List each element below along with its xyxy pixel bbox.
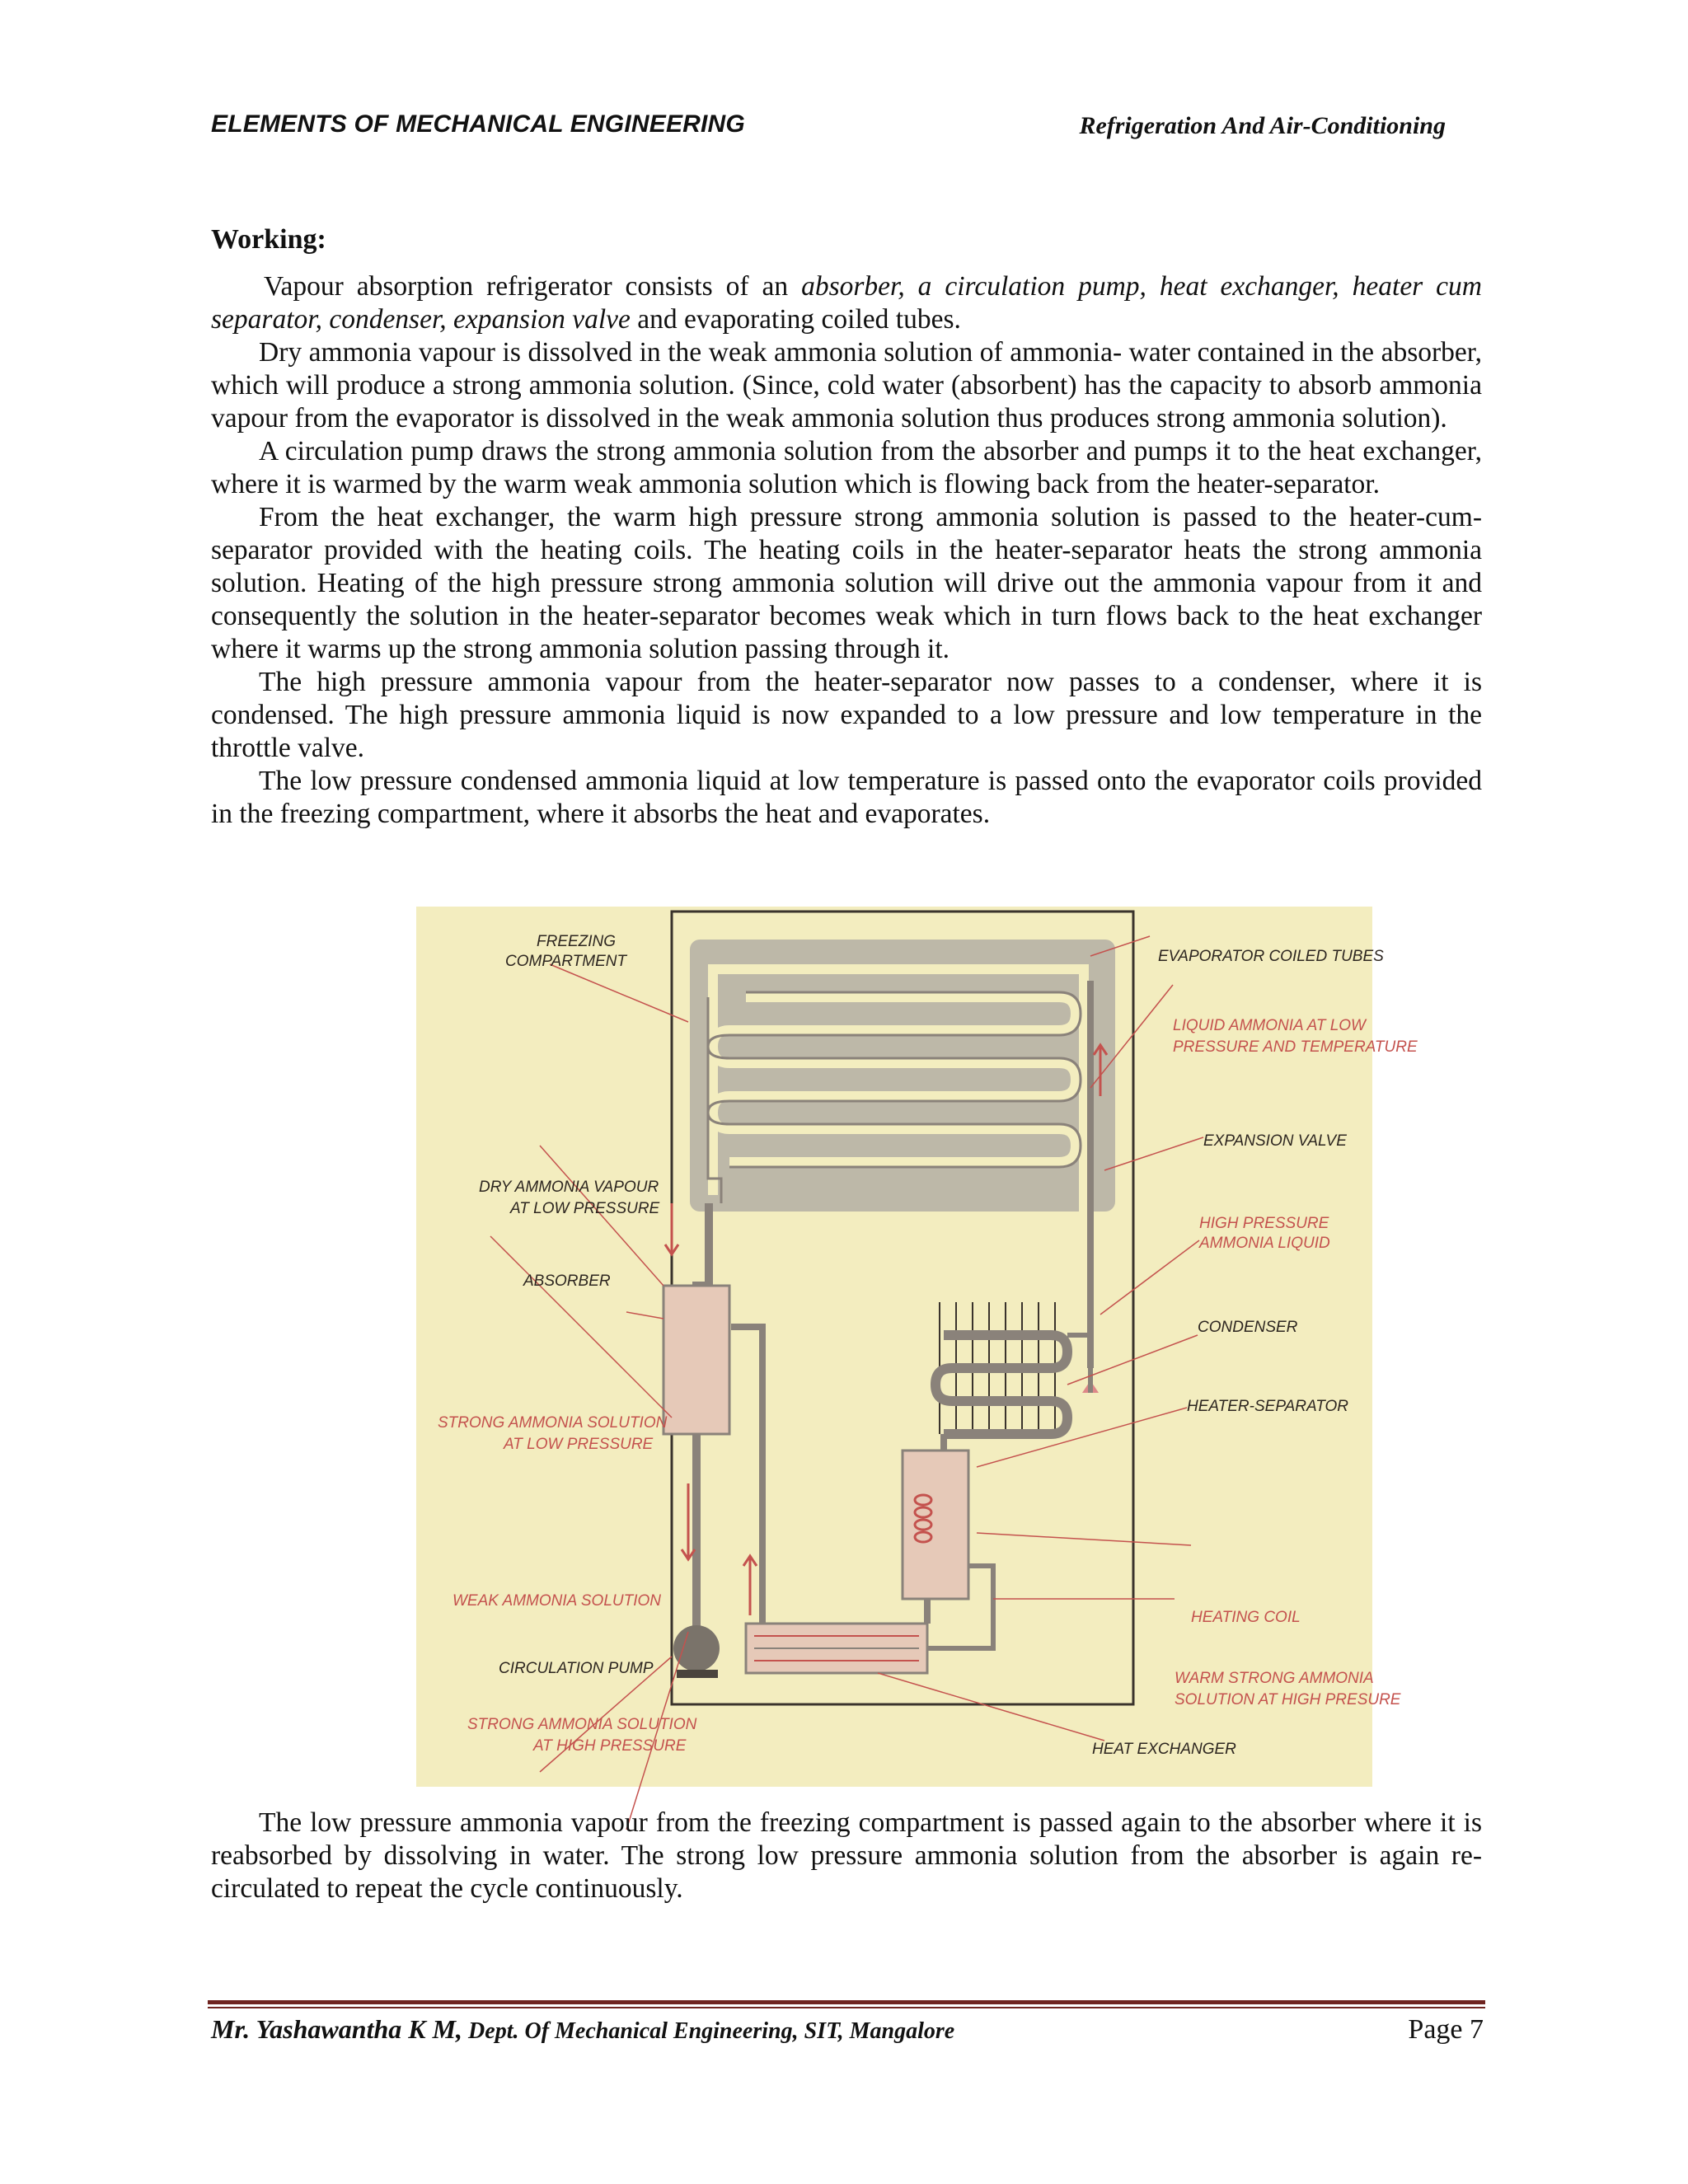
label-expansion-valve: EXPANSION VALVE: [1203, 1132, 1347, 1150]
label-dry-vapour-1: DRY AMMONIA VAPOUR: [479, 1179, 659, 1196]
refrigerator-diagram: [416, 907, 1418, 1787]
pump-base: [677, 1670, 718, 1678]
circulation-pump: [673, 1625, 720, 1671]
running-header-left: ELEMENTS OF MECHANICAL ENGINEERING: [211, 110, 745, 138]
absorber-tank: [663, 1286, 729, 1434]
paragraph-italic-text: absorber, a circulation pump, heat exchanger, heater cum separator, condenser, expansion valve: [211, 271, 1482, 335]
author-name: Mr. Yashawantha K M,: [211, 2014, 463, 2044]
section-heading: Working:: [211, 224, 326, 255]
body-text: [211, 270, 1482, 831]
paragraph-heater: From the heat exchanger, the warm high pressure strong ammonia solution is passed to the heater-cum-separator provided with the heating coils. The heating coils in the heater-separator heats the strong ammonia solution. Heating of the high pressure strong ammonia solution will drive out the ammonia vapour from it and consequently the solution in the heater-separator becomes weak which in turn flows back to the heat exchanger where it warms up the strong ammonia solution passing through it.: [211, 502, 1482, 664]
paragraph-text: and evaporating coiled tubes.: [630, 304, 961, 335]
label-warm-1: WARM STRONG AMMONIA: [1175, 1670, 1374, 1687]
label-hp-liquid-1: HIGH PRESSURE: [1199, 1215, 1329, 1232]
footer-rule-thin: [208, 2007, 1485, 2008]
label-absorber: ABSORBER: [523, 1272, 611, 1290]
label-dry-vapour-2: AT LOW PRESSURE: [510, 1200, 660, 1217]
footer-rule: [208, 2000, 1485, 2004]
label-heating-coil: HEATING COIL: [1191, 1609, 1301, 1626]
label-weak-solution: WEAK AMMONIA SOLUTION: [452, 1592, 662, 1610]
label-heater-separator: HEATER-SEPARATOR: [1187, 1398, 1349, 1415]
paragraph-pump: A circulation pump draws the strong ammonia solution from the absorber and pumps it to the heat exchanger, where it is warmed by the warm weak ammonia solution which is flowing back from the heater-separator.: [211, 436, 1482, 499]
weak-return-pipe: [731, 1327, 762, 1632]
freezing-compartment: [690, 940, 1115, 1212]
page-number: Page 7: [1408, 2014, 1484, 2045]
label-strong-high-2: AT HIGH PRESSURE: [533, 1737, 687, 1755]
label-hp-liquid-2: AMMONIA LIQUID: [1199, 1235, 1330, 1252]
label-condenser: CONDENSER: [1198, 1319, 1298, 1336]
label-freezing-2: COMPARTMENT: [505, 953, 627, 970]
author-dept: Dept. Of Mechanical Engineering, SIT, Mangalore: [462, 2018, 955, 2044]
paragraph-evaporator: The low pressure condensed ammonia liquid at low temperature is passed onto the evaporator coils provided in the freezing compartment, where it absorbs the heat and evaporates.: [211, 766, 1482, 829]
closing-text: [211, 1807, 1482, 1905]
label-strong-low-2: AT LOW PRESSURE: [504, 1436, 654, 1453]
label-freezing-1: FREEZING: [537, 933, 617, 950]
footer-author: [211, 2014, 954, 2045]
label-evaporator: EVAPORATOR COILED TUBES: [1158, 948, 1384, 965]
running-header-right: Refrigeration And Air-Conditioning: [1079, 112, 1446, 139]
paragraph-condenser: The high pressure ammonia vapour from the heater-separator now passes to a condenser, where it is condensed. The high pressure ammonia liquid is now expanded to a low pressure and low temperature in the throttle valve.: [211, 667, 1482, 763]
label-strong-low-1: STRONG AMMONIA SOLUTION: [438, 1414, 668, 1432]
label-heat-exchanger: HEAT EXCHANGER: [1092, 1741, 1236, 1758]
label-liquid-2: PRESSURE AND TEMPERATURE: [1173, 1038, 1418, 1056]
paragraph-components: [211, 270, 1482, 336]
heater-separator: [903, 1451, 968, 1599]
paragraph-reabsorb: The low pressure ammonia vapour from the freezing compartment is passed again to the absorber where it is reabsorbed by dissolving in water. The strong low pressure ammonia solution from the absorber is again re-circulated to repeat the cycle continuously.: [211, 1807, 1482, 1904]
label-warm-2: SOLUTION AT HIGH PRESURE: [1175, 1691, 1401, 1708]
label-circulation-pump: CIRCULATION PUMP: [499, 1660, 654, 1677]
paragraph-text: Vapour absorption refrigerator consists of an: [264, 271, 802, 302]
label-liquid-1: LIQUID AMMONIA AT LOW: [1173, 1017, 1366, 1034]
label-strong-high-1: STRONG AMMONIA SOLUTION: [467, 1716, 697, 1733]
paragraph-absorber: Dry ammonia vapour is dissolved in the weak ammonia solution of ammonia- water contained in the absorber, which will produce a strong ammonia solution. (Since, cold water (absorbent) has the capacity to absorb ammonia vapour from the evaporator is dissolved in the weak ammonia solution thus produces strong ammonia solution).: [211, 337, 1482, 434]
condenser: [935, 1302, 1090, 1451]
diagram-svg: [416, 907, 1418, 1787]
